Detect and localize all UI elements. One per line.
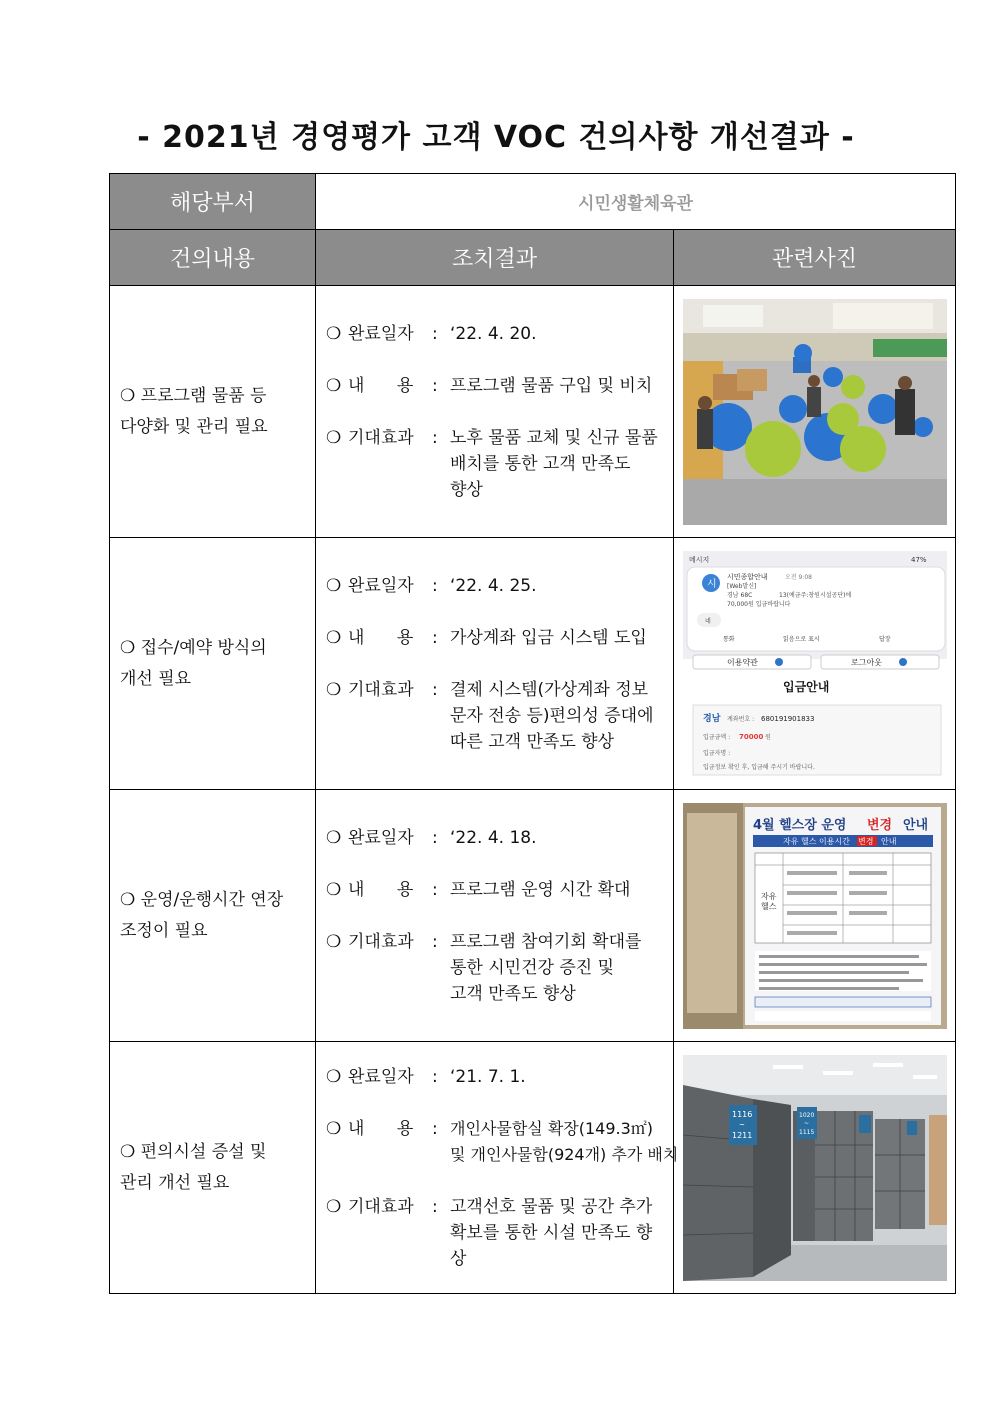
request-cell bbox=[110, 790, 316, 1042]
request-text: ❍ 운영/운행시간 연장 bbox=[120, 889, 284, 910]
date-label: 완료일자 bbox=[348, 827, 414, 848]
gym-notice-photo bbox=[683, 803, 947, 1029]
effect-label: 기대효과 bbox=[348, 679, 414, 700]
bullet-icon: ❍ bbox=[326, 1118, 342, 1139]
result-cell bbox=[316, 286, 674, 538]
result-cell bbox=[316, 790, 674, 1042]
svg-text:경남: 경남 bbox=[702, 713, 720, 724]
svg-text:입금자명 :: 입금자명 : bbox=[702, 749, 730, 757]
content-value: 프로그램 물품 구입 및 비치 bbox=[450, 375, 653, 396]
table-row bbox=[110, 790, 956, 1042]
bullet-icon: ❍ bbox=[326, 427, 342, 448]
svg-text:안내: 안내 bbox=[880, 836, 896, 846]
svg-text:13(예금주:창원시설공단)에: 13(예금주:창원시설공단)에 bbox=[778, 591, 851, 599]
dept-value-cell: 시민생활체육관 bbox=[316, 174, 956, 230]
svg-text:자유 헬스 이용시간: 자유 헬스 이용시간 bbox=[782, 836, 850, 846]
svg-text:변경: 변경 bbox=[857, 836, 873, 846]
request-text: 개선 필요 bbox=[120, 668, 192, 689]
svg-text:입금안내: 입금안내 bbox=[782, 679, 829, 694]
svg-text:네: 네 bbox=[704, 617, 711, 625]
request-cell bbox=[110, 538, 316, 790]
date-label: 완료일자 bbox=[348, 323, 414, 344]
svg-text:변경: 변경 bbox=[866, 817, 892, 833]
svg-text:1211: 1211 bbox=[731, 1130, 752, 1140]
svg-text:안내: 안내 bbox=[902, 817, 928, 833]
locker-room-photo bbox=[683, 1055, 947, 1281]
svg-text:47%: 47% bbox=[910, 555, 927, 564]
effect-label: 기대효과 bbox=[348, 931, 414, 952]
date-line: ❍ 완료일자 : ‘22. 4. 20. bbox=[326, 321, 673, 347]
effect-value: 고객선호 물품 및 공간 추가 확보를 통한 시설 만족도 향상 bbox=[450, 1196, 653, 1269]
effect-label: 기대효과 bbox=[348, 1196, 414, 1217]
bullet-icon: ❍ bbox=[326, 627, 342, 648]
bullet-icon: ❍ bbox=[326, 375, 342, 396]
svg-text:시민종합안내: 시민종합안내 bbox=[726, 572, 768, 581]
photo-cell bbox=[674, 538, 956, 790]
svg-text:경남 68C: 경남 68C bbox=[726, 591, 752, 599]
request-text: 관리 개선 필요 bbox=[120, 1172, 230, 1193]
page-title: - 2021년 경영평가 고객 VOC 건의사항 개선결과 - bbox=[137, 120, 855, 155]
table-row bbox=[110, 538, 956, 790]
svg-text:1116: 1116 bbox=[731, 1109, 752, 1119]
effect-line: ❍ 기대효과 : 결제 시스템(가상계좌 정보 문자 전송 등)편의성 증대에 따른 고객 만족도 향상 bbox=[326, 677, 673, 755]
gym-balls-photo bbox=[683, 299, 947, 525]
request-text: ❍ 접수/예약 방식의 bbox=[120, 637, 267, 658]
effect-line: ❍ 기대효과 : 노후 물품 교체 및 신규 물품 배치를 통한 고객 만족도 향상 bbox=[326, 425, 673, 503]
svg-text:4월 헬스장 운영: 4월 헬스장 운영 bbox=[752, 817, 846, 833]
content-label: 내 용 bbox=[348, 879, 414, 900]
effect-value: 노후 물품 교체 및 신규 물품 배치를 통한 고객 만족도 향상 bbox=[450, 427, 658, 500]
photo-cell bbox=[674, 790, 956, 1042]
content-value: 프로그램 운영 시간 확대 bbox=[450, 879, 631, 900]
date-value: ‘22. 4. 18. bbox=[450, 827, 537, 848]
request-text: ❍ 편의시설 증설 및 bbox=[120, 1141, 267, 1162]
svg-text:읽음으로 표시: 읽음으로 표시 bbox=[782, 635, 820, 643]
svg-text:원: 원 bbox=[764, 733, 771, 741]
effect-label: 기대효과 bbox=[348, 427, 414, 448]
content-line: ❍ 내 용 : 프로그램 운영 시간 확대 bbox=[326, 877, 673, 903]
date-value: ‘21. 7. 1. bbox=[450, 1066, 526, 1087]
photo-cell bbox=[674, 286, 956, 538]
svg-text:1020: 1020 bbox=[798, 1111, 814, 1119]
svg-text:~: ~ bbox=[803, 1119, 809, 1127]
svg-text:~: ~ bbox=[738, 1120, 745, 1129]
request-text: 다양화 및 관리 필요 bbox=[120, 416, 268, 437]
date-value: ‘22. 4. 25. bbox=[450, 575, 537, 596]
svg-text:메시지: 메시지 bbox=[688, 555, 709, 564]
request-text: 조정이 필요 bbox=[120, 920, 208, 941]
svg-text:오전 9:08: 오전 9:08 bbox=[784, 573, 812, 581]
svg-text:입금금액 :: 입금금액 : bbox=[702, 733, 730, 741]
content-label: 내 용 bbox=[348, 375, 414, 396]
svg-text:통화: 통화 bbox=[722, 635, 735, 643]
col-header-photo: 관련사진 bbox=[674, 230, 956, 286]
date-line: ❍ 완료일자 : ‘22. 4. 25. bbox=[326, 573, 673, 599]
result-cell bbox=[316, 538, 674, 790]
content-value: 개인사물함실 확장(149.3㎡) 및 개인사물함(924개) 추가 배치 bbox=[450, 1118, 679, 1164]
svg-text:70000: 70000 bbox=[738, 732, 763, 741]
content-label: 내 용 bbox=[348, 1118, 414, 1139]
table-row bbox=[110, 1042, 956, 1294]
svg-text:자유: 자유 bbox=[760, 891, 776, 901]
bullet-icon: ❍ bbox=[326, 1196, 342, 1217]
svg-text:답장: 답장 bbox=[878, 635, 891, 643]
bullet-icon: ❍ bbox=[326, 827, 342, 848]
svg-text:시: 시 bbox=[706, 578, 717, 590]
svg-text:이용약관: 이용약관 bbox=[726, 657, 758, 667]
content-line: ❍ 내 용 : 가상계좌 입금 시스템 도입 bbox=[326, 625, 673, 651]
svg-text:로그아웃: 로그아웃 bbox=[850, 657, 882, 667]
effect-line: ❍ 기대효과 : 고객선호 물품 및 공간 추가 확보를 통한 시설 만족도 향상 bbox=[326, 1194, 673, 1272]
content-line: ❍ 내 용 : 프로그램 물품 구입 및 비치 bbox=[326, 373, 673, 399]
effect-value: 프로그램 참여기회 확대를 통한 시민건강 증진 및 고객 만족도 향상 bbox=[450, 931, 642, 1004]
result-cell bbox=[316, 1042, 679, 1294]
col-header-request: 건의내용 bbox=[110, 230, 316, 286]
svg-text:입금정보 확인 후, 입금해 주시기 바랍니다.: 입금정보 확인 후, 입금해 주시기 바랍니다. bbox=[702, 763, 815, 771]
request-cell bbox=[110, 286, 316, 538]
content-label: 내 용 bbox=[348, 627, 414, 648]
svg-text:헬스: 헬스 bbox=[760, 901, 776, 911]
effect-value: 결제 시스템(가상계좌 정보 문자 전송 등)편의성 증대에 따른 고객 만족도 향상 bbox=[450, 679, 654, 752]
voc-table bbox=[109, 173, 956, 1294]
bullet-icon: ❍ bbox=[326, 323, 342, 344]
date-label: 완료일자 bbox=[348, 1066, 414, 1087]
date-line: ❍ 완료일자 : ‘21. 7. 1. bbox=[326, 1064, 673, 1090]
bullet-icon: ❍ bbox=[326, 679, 342, 700]
effect-line: ❍ 기대효과 : 프로그램 참여기회 확대를 통한 시민건강 증진 및 고객 만족도 향상 bbox=[326, 929, 673, 1007]
date-label: 완료일자 bbox=[348, 575, 414, 596]
content-line: ❍ 내 용 : 개인사물함실 확장(149.3㎡) 및 개인사물함(924개) 추가 배치 bbox=[326, 1116, 673, 1168]
dept-label-cell: 해당부서 bbox=[110, 174, 316, 230]
date-value: ‘22. 4. 20. bbox=[450, 323, 537, 344]
col-header-result: 조치결과 bbox=[316, 230, 674, 286]
virtual-account-screenshot bbox=[683, 551, 947, 777]
photo-cell bbox=[674, 1042, 956, 1294]
svg-text:680191901833: 680191901833 bbox=[760, 714, 814, 723]
request-text: ❍ 프로그램 물품 등 bbox=[120, 385, 267, 406]
bullet-icon: ❍ bbox=[326, 575, 342, 596]
date-line: ❍ 완료일자 : ‘22. 4. 18. bbox=[326, 825, 673, 851]
bullet-icon: ❍ bbox=[326, 879, 342, 900]
bullet-icon: ❍ bbox=[326, 1066, 342, 1087]
request-cell bbox=[110, 1042, 316, 1294]
table-row bbox=[110, 286, 956, 538]
svg-text:1115: 1115 bbox=[798, 1128, 814, 1136]
svg-text:계좌번호 :: 계좌번호 : bbox=[726, 715, 754, 723]
svg-text:[Web발신]: [Web발신] bbox=[726, 582, 756, 590]
bullet-icon: ❍ bbox=[326, 931, 342, 952]
svg-text:70,000원 입금바랍니다: 70,000원 입금바랍니다 bbox=[726, 600, 790, 608]
content-value: 가상계좌 입금 시스템 도입 bbox=[450, 627, 647, 648]
